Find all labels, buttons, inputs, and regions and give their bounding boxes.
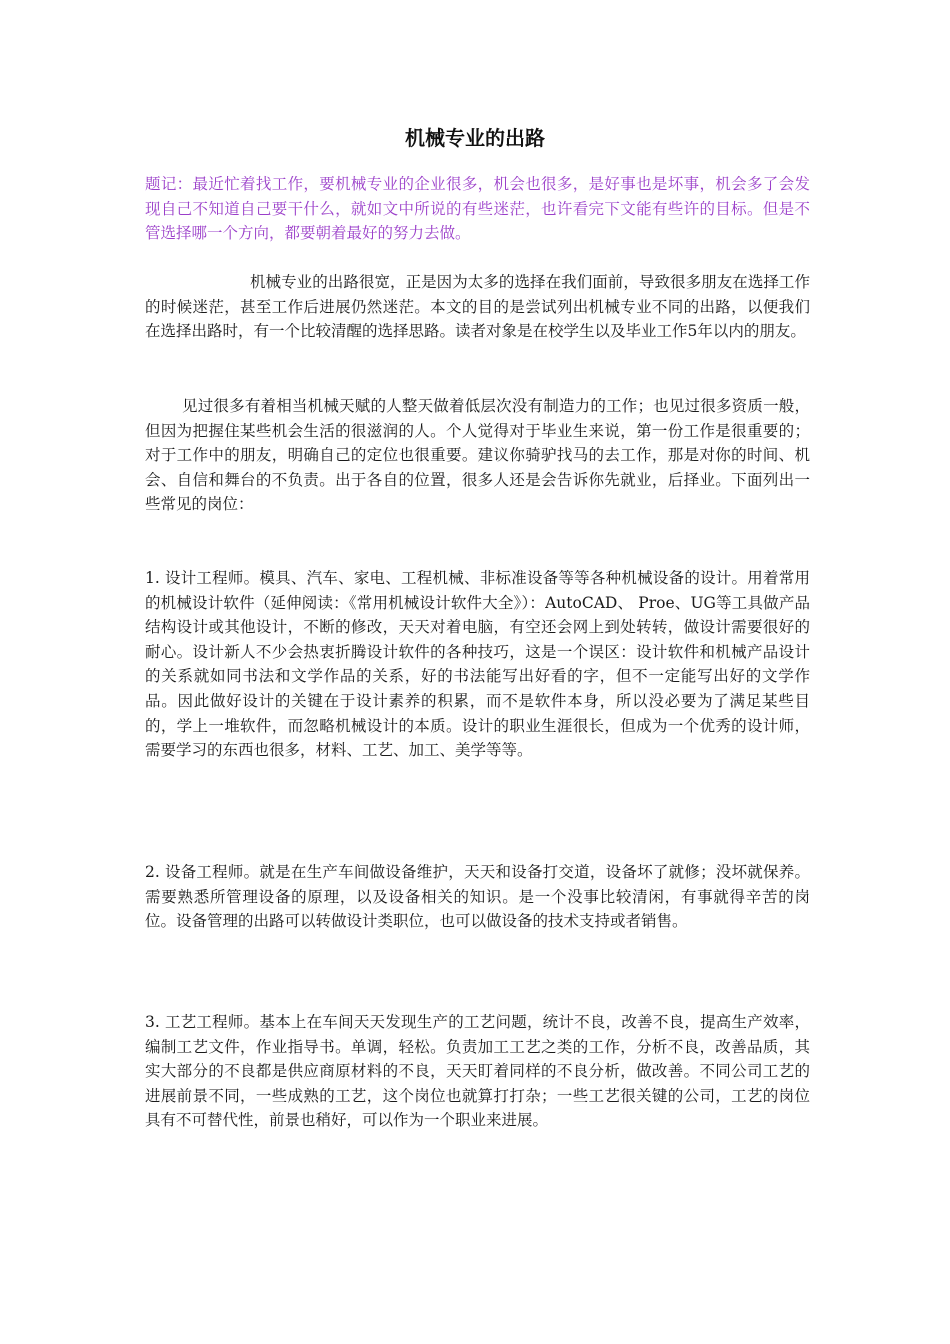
body-paragraph: 见过很多有着相当机械天赋的人整天做着低层次没有制造力的工作；也见过很多资质一般，但因为把握住某些机会生活的很滋润的人。个人觉得对于毕业生来说，第一份工作是很重要的；对于工作中的朋友，明确自己的定位也很重要。建议你骑驴找马的去工作，那是对你的时间、机会、自信和舞台的不负责。出于各自的位置，很多人还是会告诉你先就业，后择业。下面列出一些常见的岗位： (145, 397, 810, 514)
list-item-design-engineer: 1. 设计工程师。模具、汽车、家电、工程机械、非标准设备等等各种机械设备的设计。用着常用的机械设计软件（延伸阅读：《常用机械设计软件大全》）：AutoCAD、 Proe、UG等工具做产品结构设计或其他设计，不断的修改，天天对着电脑，有空还会网上到处转转，做设计需要很好的耐心。设计新人不少会热衷折腾设计软件的各种技巧，这是一个误区：设计软件和机械产品设计的关系就如同书法和文学作品的关系，好的书法能写出好看的字，但不一定能写出好的文学作品。因此做好设计的关键在于设计素养的积累，而不是软件本身，所以没必要为了满足某些目的，学上一堆软件，而忽略机械设计的本质。设计的职业生涯很长，但成为一个优秀的设计师，需要学习的东西也很多，材料、工艺、加工、美学等等。 (145, 569, 810, 760)
list-item-process-engineer: 3. 工艺工程师。基本上在车间天天发现生产的工艺问题，统计不良，改善不良，提高生产效率，编制工艺文件，作业指导书。单调，轻松。负责加工工艺之类的工作，分析不良，改善品质，其实大部分的不良都是供应商原材料的不良，天天盯着同样的不良分析，做改善。不同公司工艺的进展前景不同，一些成熟的工艺，这个岗位也就算打打杂；一些工艺很关键的公司，工艺的岗位具有不可替代性，前景也稍好，可以作为一个职业来进展。 (145, 1013, 810, 1130)
page-title: 机械专业的出路 (405, 126, 545, 150)
list-item-equipment-engineer: 2. 设备工程师。就是在生产车间做设备维护，天天和设备打交道，设备坏了就修；没坏就保养。需要熟悉所管理设备的原理，以及设备相关的知识。是一个没事比较清闲，有事就得辛苦的岗位。设备管理的出路可以转做设计类职位，也可以做设备的技术支持或者销售。 (145, 863, 810, 931)
intro-paragraph: 机械专业的出路很宽，正是因为太多的选择在我们面前，导致很多朋友在选择工作的时候迷茫，甚至工作后进展仍然迷茫。本文的目的是尝试列出机械专业不同的出路，以便我们在选择出路时，有一个比较清醒的选择思路。读者对象是在校学生以及毕业工作5年以内的朋友。 (145, 273, 810, 341)
epigraph-note: 题记：最近忙着找工作，要机械专业的企业很多，机会也很多，是好事也是坏事，机会多了会发现自己不知道自己要干什么，就如文中所说的有些迷茫，也许看完下文能有些许的目标。但是不管选择哪一个方向，都要朝着最好的努力去做。 (145, 175, 810, 243)
